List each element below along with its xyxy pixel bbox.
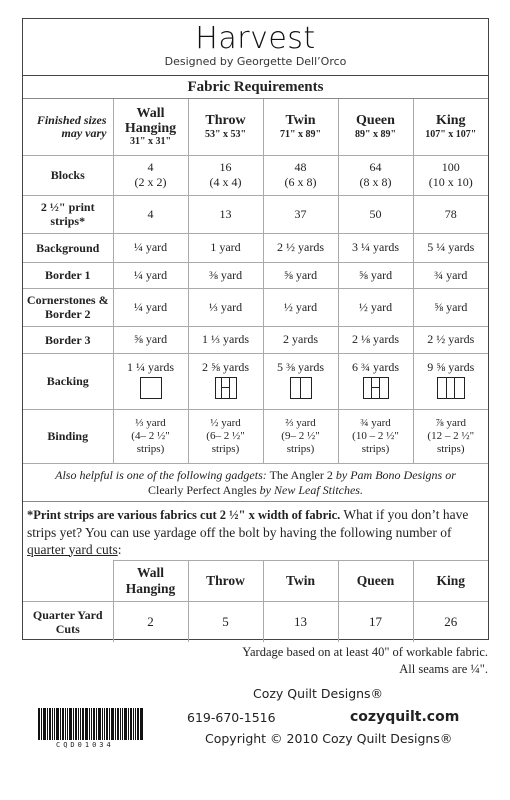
value-cell: ⅜ yard <box>188 262 263 288</box>
cuts-value: 5 <box>188 601 263 642</box>
print-strips-note: *Print strips are various fabrics cut 2 ½" x width of fabric. What if you don’t have strips yet? You can use yardage off the bolt by having the following number of quarter yard cuts: <box>27 506 469 557</box>
backing-pieced-two-panel-icon <box>215 377 237 399</box>
gadgets-note: Also helpful is one of the following gadgets: The Angler 2 by Pam Bono Designs or Clearly Perfect Angles by New Leaf Stitches. <box>23 464 488 502</box>
cuts-header-throw: Throw <box>188 560 263 601</box>
quarter-yard-cuts-table <box>23 560 488 642</box>
pattern-title: Harvest <box>195 21 316 56</box>
value-cell: 5 ¼ yards <box>413 233 488 262</box>
row-label-cornerstones: Cornerstones & Border 2 <box>23 288 113 326</box>
designer-credit: Designed by Georgette Dell’Orco <box>164 55 347 68</box>
value-cell: 13 <box>188 195 263 233</box>
value-cell: ⅝ yard <box>113 326 188 353</box>
value-cell: 4 <box>113 195 188 233</box>
value-cell: ¼ yard <box>113 233 188 262</box>
value-cell: 1 yard <box>188 233 263 262</box>
cuts-value: 26 <box>413 601 488 642</box>
value-cell: 1 ⅓ yards <box>188 326 263 353</box>
binding-row <box>23 409 488 463</box>
row-label-quarter-yard-cuts: Quarter Yard Cuts <box>23 601 113 642</box>
quarter-yard-cuts-link-text: quarter yard cuts <box>27 541 118 557</box>
cuts-header-king: King <box>413 560 488 601</box>
barcode-image <box>38 708 154 740</box>
cuts-header-twin: Twin <box>263 560 338 601</box>
size-header-row <box>23 99 488 155</box>
backing-one-panel-icon <box>140 377 162 399</box>
blocks-cell: 100 (10 x 10) <box>413 155 488 195</box>
value-cell: ¼ yard <box>113 288 188 326</box>
website-url[interactable]: cozyquilt.com <box>350 709 460 725</box>
cuts-value: 17 <box>338 601 413 642</box>
phone-number: 619-670-1516 <box>187 710 276 725</box>
backing-two-panel-icon <box>290 377 312 399</box>
blocks-cell: 4 (2 x 2) <box>113 155 188 195</box>
row-label-backing: Backing <box>23 353 113 409</box>
cuts-header-queen: Queen <box>338 560 413 601</box>
backing-cell: 6 ¾ yards <box>338 353 413 409</box>
backing-row <box>23 353 488 409</box>
value-cell: 2 ½ yards <box>413 326 488 353</box>
value-cell: ⅝ yard <box>413 288 488 326</box>
row-label-background: Background <box>23 233 113 262</box>
pattern-sheet <box>22 18 489 640</box>
value-cell: 2 ⅛ yards <box>338 326 413 353</box>
cuts-values-row <box>23 601 488 642</box>
border1-row <box>23 262 488 288</box>
binding-cell: ⅓ yard (4– 2 ½" strips) <box>113 409 188 463</box>
binding-cell: ¾ yard (10 – 2 ½" strips) <box>338 409 413 463</box>
size-header-twin: Twin 71" x 89" <box>263 99 338 155</box>
value-cell: ¼ yard <box>113 262 188 288</box>
value-cell: 37 <box>263 195 338 233</box>
blocks-cell: 64 (8 x 8) <box>338 155 413 195</box>
blocks-row <box>23 155 488 195</box>
value-cell: 3 ¼ yards <box>338 233 413 262</box>
background-row <box>23 233 488 262</box>
row-label-border-1: Border 1 <box>23 262 113 288</box>
cuts-header-wall-hanging: Wall Hanging <box>113 560 188 601</box>
value-cell: 50 <box>338 195 413 233</box>
row-label-print-strips: 2 ½" print strips* <box>23 195 113 233</box>
seams-note: All seams are ¼". <box>399 662 488 676</box>
cuts-value: 13 <box>263 601 338 642</box>
backing-pieced-three-panel-icon <box>363 377 389 399</box>
size-header-queen: Queen 89" x 89" <box>338 99 413 155</box>
value-cell: ⅓ yard <box>188 288 263 326</box>
blocks-cell: 48 (6 x 8) <box>263 155 338 195</box>
backing-cell: 5 ⅜ yards <box>263 353 338 409</box>
size-header-king: King 107" x 107" <box>413 99 488 155</box>
size-header-wall-hanging: Wall Hanging 31" x 31" <box>113 99 188 155</box>
title-box <box>23 19 488 76</box>
value-cell: ⅝ yard <box>338 262 413 288</box>
row-label-binding: Binding <box>23 409 113 463</box>
value-cell: 78 <box>413 195 488 233</box>
binding-cell: ½ yard (6– 2 ½" strips) <box>188 409 263 463</box>
print-strips-row <box>23 195 488 233</box>
binding-cell: ⅞ yard (12 – 2 ½" strips) <box>413 409 488 463</box>
border3-row <box>23 326 488 353</box>
fabric-requirements-heading: Fabric Requirements <box>23 76 488 99</box>
barcode-number: CQD01034 <box>56 741 114 749</box>
blank-corner-cell <box>23 560 113 601</box>
backing-cell: 1 ¼ yards <box>113 353 188 409</box>
blocks-cell: 16 (4 x 4) <box>188 155 263 195</box>
binding-cell: ⅔ yard (9– 2 ½" strips) <box>263 409 338 463</box>
brand-name: Cozy Quilt Designs® <box>253 686 384 701</box>
finished-sizes-note: Finished sizes may vary <box>23 99 113 155</box>
size-header-throw: Throw 53" x 53" <box>188 99 263 155</box>
cuts-value: 2 <box>113 601 188 642</box>
value-cell: 2 yards <box>263 326 338 353</box>
backing-cell: 2 ⅝ yards <box>188 353 263 409</box>
yardage-note: Yardage based on at least 40" of workable fabric. <box>242 645 488 659</box>
copyright-notice: Copyright © 2010 Cozy Quilt Designs® <box>205 731 453 746</box>
value-cell: ½ yard <box>263 288 338 326</box>
backing-three-panel-icon <box>437 377 465 399</box>
backing-cell: 9 ⅝ yards <box>413 353 488 409</box>
value-cell: 2 ½ yards <box>263 233 338 262</box>
value-cell: ¾ yard <box>413 262 488 288</box>
row-label-border-3: Border 3 <box>23 326 113 353</box>
cornerstones-row <box>23 288 488 326</box>
value-cell: ½ yard <box>338 288 413 326</box>
fabric-requirements-table <box>23 99 488 464</box>
value-cell: ⅝ yard <box>263 262 338 288</box>
cuts-header-row <box>23 560 488 601</box>
row-label-blocks: Blocks <box>23 155 113 195</box>
